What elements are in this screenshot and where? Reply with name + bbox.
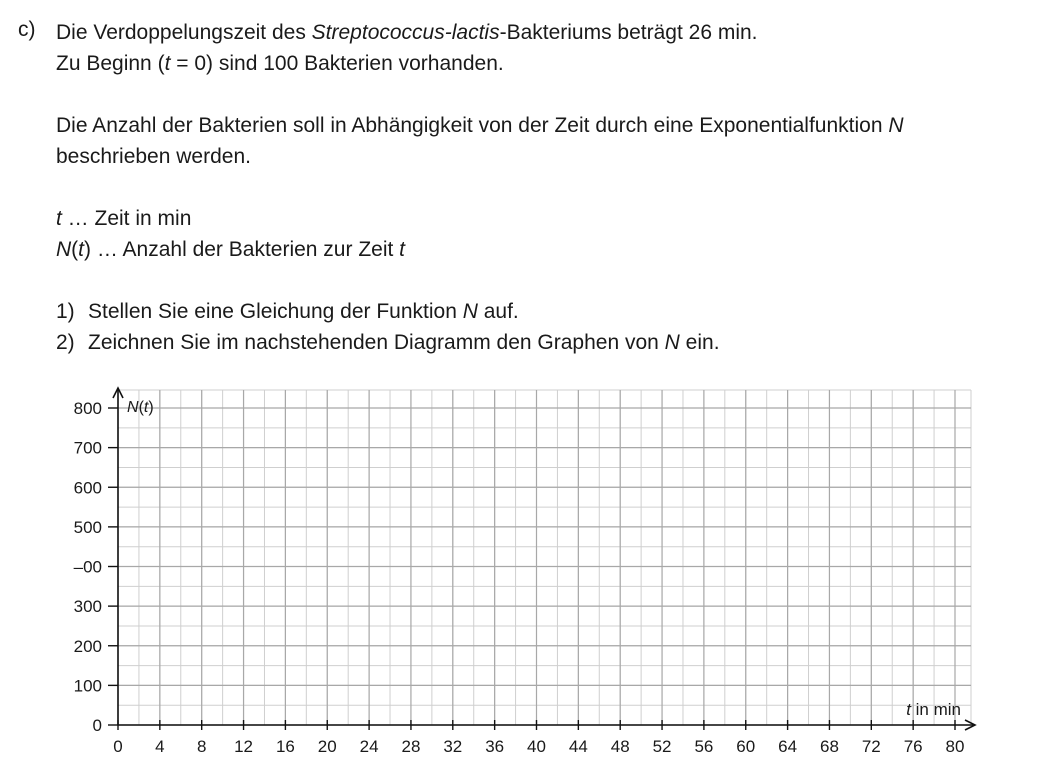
x-tick-label: 36 [485, 737, 505, 756]
y-tick-label: 700 [73, 438, 102, 458]
x-tick-label: 56 [694, 737, 714, 756]
task-item-2: 2) Zeichnen Sie im nachstehenden Diagramm den Graphen von N ein. [56, 331, 720, 354]
y-tick-label: 600 [73, 478, 102, 498]
x-tick-label: 28 [401, 737, 421, 756]
task-label: c) [18, 18, 36, 41]
x-tick-label: 44 [568, 737, 588, 756]
y-tick-label: 500 [73, 517, 102, 537]
definition-t: t … Zeit in min [56, 207, 192, 230]
y-tick-label: 0 [92, 716, 102, 735]
x-tick-label: 72 [861, 737, 881, 756]
x-tick-label: 40 [527, 737, 546, 756]
x-tick-label: 12 [234, 737, 254, 756]
grid-major-lines [118, 390, 971, 725]
x-tick-label: 16 [275, 737, 295, 756]
chart-ticks [108, 408, 955, 730]
x-tick-label: 60 [736, 737, 756, 756]
answer-grid-chart[interactable] [0, 380, 1040, 773]
x-tick-label: 20 [317, 737, 337, 756]
x-axis-label: t in min [906, 700, 961, 719]
x-tick-label: 52 [652, 737, 672, 756]
y-tick-label: 800 [73, 399, 102, 418]
x-tick-label: 64 [778, 737, 798, 756]
y-tick-label: 300 [73, 597, 102, 617]
y-tick-label: 200 [73, 636, 102, 656]
paragraph-initial-value: Zu Beginn (t = 0) sind 100 Bakterien vorhanden. [56, 52, 504, 75]
x-tick-label: 80 [945, 737, 965, 756]
y-tick-label: –00 [73, 557, 102, 577]
x-tick-label: 68 [819, 737, 839, 756]
y-tick-label: 100 [73, 676, 102, 696]
x-tick-label: 8 [196, 737, 207, 756]
paragraph-model-cont: beschrieben werden. [56, 145, 251, 168]
x-tick-label: 32 [443, 737, 463, 756]
definition-n: N(t) … Anzahl der Bakterien zur Zeit t [56, 238, 405, 261]
task-content [56, 17, 1026, 358]
x-tick-label: 0 [113, 737, 123, 756]
paragraph-doubling-time: Die Verdoppelungszeit des Streptococcus-lactis-Bakteriums beträgt 26 min. [56, 21, 758, 44]
task-item-1: 1) Stellen Sie eine Gleichung der Funktion N auf. [56, 300, 519, 323]
y-axis-label: N(t) [127, 399, 154, 416]
x-tick-label: 4 [155, 737, 165, 756]
chart-axes [113, 388, 975, 730]
grid-minor-lines [118, 390, 971, 725]
chart-tick-labels [74, 399, 965, 756]
paragraph-model: Die Anzahl der Bakterien soll in Abhängigkeit von der Zeit durch eine Exponentialfunktion N [56, 114, 904, 137]
x-tick-label: 24 [359, 737, 379, 756]
x-tick-label: 48 [610, 737, 630, 756]
x-tick-label: 76 [903, 737, 923, 756]
